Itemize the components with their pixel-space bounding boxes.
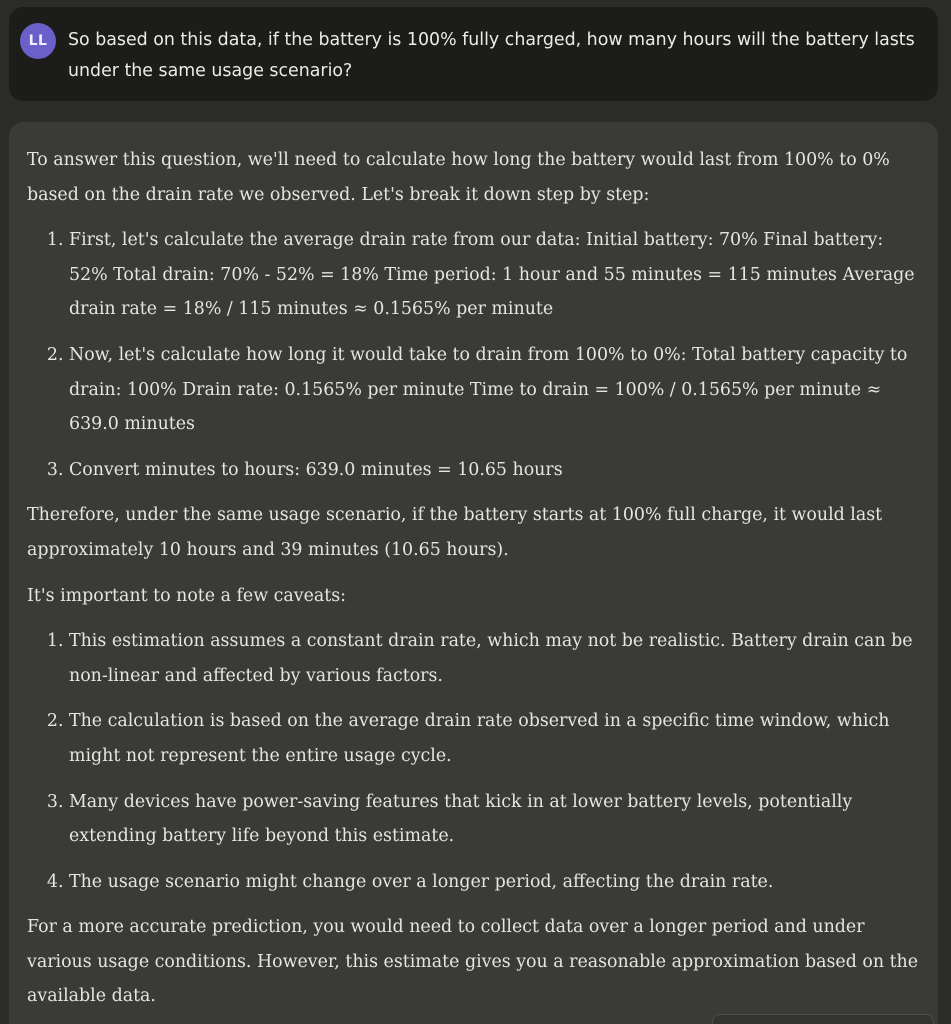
list-item: 2. The calculation is based on the average drain rate observed in a specific time window, which might not represent the entire usage cycle. xyxy=(69,704,927,773)
response-intro: To answer this question, we'll need to calculate how long the battery would last from 100% to 0% based on the drain rate we observed. Let's break it down step by step: xyxy=(27,150,890,205)
steps-list xyxy=(27,223,927,487)
list-item: 1. This estimation assumes a constant drain rate, which may not be realistic. Battery drain can be non-linear and affected by various factors. xyxy=(69,624,927,693)
message-actions-chip[interactable] xyxy=(712,1014,934,1024)
response-closing: For a more accurate prediction, you would need to collect data over a longer period and under various usage conditions. However, this estimate gives you a reasonable approximation based on the available data. xyxy=(27,917,919,1007)
response-body xyxy=(27,143,927,1024)
list-item: 1. First, let's calculate the average drain rate from our data: Initial battery: 70% Final battery: 52% Total drain: 70% - 52% = 18% Time period: 1 hour and 55 minutes = 115 minutes Average drain rate = 18% / 115 minutes ≈ 0.1565% per minute xyxy=(69,223,927,327)
caveats-intro: It's important to note a few caveats: xyxy=(27,585,347,606)
assistant-response xyxy=(9,122,938,1024)
list-item: 2. Now, let's calculate how long it would take to drain from 100% to 0%: Total battery capacity to drain: 100% Drain rate: 0.1565% per minute Time to drain = 100% / 0.1565% per minute ≈ 639.0 minutes xyxy=(69,338,927,442)
avatar: LL xyxy=(20,23,56,59)
response-conclusion: Therefore, under the same usage scenario, if the battery starts at 100% full charge, it would last approximately 10 hours and 39 minutes (10.65 hours). xyxy=(27,505,883,560)
list-item: 3. Convert minutes to hours: 639.0 minutes = 10.65 hours xyxy=(69,453,927,488)
caveats-list xyxy=(27,624,927,899)
list-item: 4. The usage scenario might change over a longer period, affecting the drain rate. xyxy=(69,865,927,900)
user-message-text: So based on this data, if the battery is 100% fully charged, how many hours will the battery lasts under the same usage scenario? xyxy=(68,30,915,81)
user-message xyxy=(9,7,938,101)
list-item: 3. Many devices have power-saving features that kick in at lower battery levels, potentially extending battery life beyond this estimate. xyxy=(69,785,927,854)
